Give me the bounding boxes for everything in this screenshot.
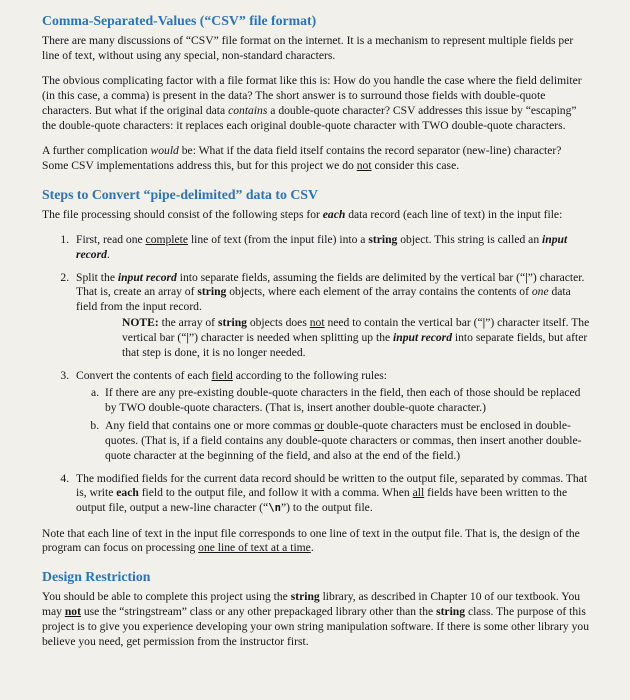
text-run: class. The purpose of this project is to give you experience developing your own string manipulation software. If there is some other library you believe you need, get permission from the instructor first. [42, 605, 590, 648]
list-item-text [76, 233, 590, 263]
text-run: You should be able to complete this project using the [42, 590, 291, 604]
text-run: fields have been written to the output file, output a new-line character (“ [76, 486, 568, 515]
text-run: consider this case. [371, 158, 460, 172]
text-run: not [356, 158, 372, 172]
text-run: string [217, 316, 247, 330]
text-run: not [64, 605, 81, 619]
text-run: into separate fields, assuming the fields are delimited by the vertical bar (“ [176, 270, 526, 284]
text-run: There are many discussions of “CSV” file format on the internet. It is a mechanism to represent multiple fields per line of text, without using any special, non-standard characters. [42, 34, 574, 62]
text-run: Note that each line of text in the input file corresponds to one line of text in the output file. That is, the design of the program can focus on processing [42, 526, 580, 555]
text-run: into separate fields, but after that step is done, it is no longer needed. [122, 330, 588, 359]
text-run: input record [393, 330, 452, 344]
text-run: Split the [76, 270, 118, 284]
text-run: First, read one [76, 232, 146, 246]
text-run: the array of [158, 316, 218, 330]
text-run: complete [145, 232, 189, 246]
list-item [72, 369, 590, 464]
text-run: | [525, 270, 528, 284]
list-item-text [76, 271, 590, 315]
text-run: The modified fields for the current data record should be written to the output file, separated by commas. That is, write [76, 471, 588, 500]
section-heading [42, 13, 590, 29]
text-run: | [186, 330, 189, 344]
text-run: one [531, 285, 549, 299]
list-item-text [105, 419, 590, 463]
text-run: | [482, 316, 486, 330]
paragraph [42, 527, 590, 557]
list-item-text [76, 369, 590, 384]
text-run: data field from the input record. [76, 285, 571, 314]
paragraph [42, 208, 590, 223]
text-run: string [197, 285, 227, 299]
ordered-list [42, 233, 590, 516]
text-run: field [211, 368, 233, 382]
text-run: need to contain the vertical bar (“ [324, 316, 483, 330]
text-run: a double-quote character? CSV addresses this issue by “escaping” the double-quote characters: it replaces each original double-quote character with TWO double-quote characters. [42, 103, 577, 132]
sub-list [76, 386, 590, 463]
text-run: string [436, 605, 466, 619]
text-run: each [116, 486, 139, 500]
text-run: use the “stringstream” class or any other prepackaged library other than the [80, 605, 437, 619]
text-run: each [322, 207, 346, 221]
text-run: be: What if the data field itself contains the record separator (new-line) character? Some CSV implementations address this, but for this project we do [42, 143, 562, 172]
document-body [42, 13, 590, 650]
text-run: ”) to the output file. [280, 501, 373, 515]
section-heading [42, 569, 590, 585]
text-run: . [310, 541, 314, 555]
text-run: objects does [246, 316, 310, 330]
section-heading [42, 187, 590, 203]
text-run: library, as described in Chapter 10 of our textbook. You may [42, 590, 581, 619]
text-run: string [368, 232, 398, 246]
text-run: Steps to Convert “pipe-delimited” data to CSV [42, 186, 318, 202]
paragraph [42, 34, 590, 64]
text-run: Convert the contents of each [76, 368, 212, 382]
text-run: double-quote characters must be enclosed in double-quotes. (That is, if a field contains any double-quote characters or commas, then insert another double-quote character at the beginning of the field, and also at the end of the field.) [105, 419, 582, 462]
list-item [102, 419, 590, 463]
text-run: field to the output file, and follow it with a comma. When [138, 486, 413, 500]
text-run: If there are any pre-existing double-quote characters in the field, then each of those should be replaced by TWO double-quote characters. (That is, insert another double-quote character.) [105, 386, 581, 415]
list-item [102, 386, 590, 416]
text-run: input record [117, 270, 177, 284]
note-block [122, 316, 590, 360]
paragraph [42, 590, 590, 649]
text-run: would [150, 143, 179, 157]
text-run: . [106, 247, 110, 261]
text-run: A further complication [42, 143, 151, 157]
text-run: ”) character is needed when splitting up the [188, 330, 394, 344]
text-run: ”) character itself. The vertical bar (“ [122, 316, 590, 344]
text-run: The obvious complicating factor with a file format like this is: How do you handle the case where the field delimiter (in this case, a comma) is present in the data? The short answer is to surround those fields with double-quote characters. But what if the original data [42, 74, 582, 117]
text-run: Comma-Separated-Values (“CSV” file format) [42, 13, 317, 28]
text-run: object. This string is called an [397, 232, 543, 246]
text-run: contains [228, 103, 268, 117]
text-run: line of text (from the input file) into a [188, 232, 369, 246]
text-run: The file processing should consist of the following steps for [42, 207, 323, 221]
list-item [72, 233, 590, 263]
text-run: NOTE: [122, 316, 159, 330]
text-run: Design Restriction [42, 569, 151, 585]
text-run: data record (each line of text) in the input file: [345, 207, 563, 221]
text-run: not [309, 316, 325, 330]
list-item-text [76, 472, 590, 516]
paragraph [42, 144, 590, 174]
text-run: one line of text at a time [198, 541, 311, 555]
list-item-text [105, 386, 590, 416]
list-item [72, 271, 590, 361]
text-run: objects, where each element of the array contains the contents of [226, 285, 532, 299]
text-run: according to the following rules: [232, 368, 388, 382]
text-run: ”) character. That is, create an array of [76, 270, 585, 299]
text-run: Any field that contains one or more commas [105, 419, 315, 433]
text-run: input record [76, 232, 568, 261]
text-run: string [290, 590, 320, 604]
list-item [72, 472, 590, 516]
text-run: or [314, 419, 324, 433]
text-run: \n [268, 502, 281, 515]
paragraph [42, 74, 590, 133]
text-run: all [412, 486, 425, 500]
